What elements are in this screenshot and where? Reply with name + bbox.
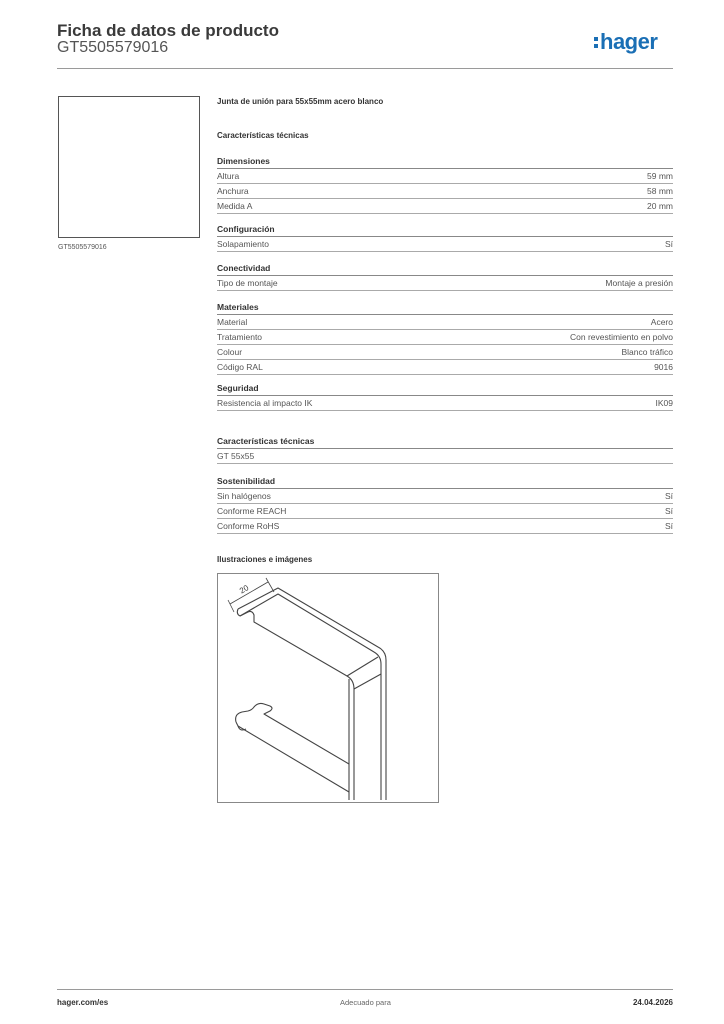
spec-row (217, 315, 673, 330)
spec-value: Sí (664, 506, 673, 516)
spec-label: Conforme REACH (217, 506, 287, 516)
page-title: Ficha de datos de producto (57, 21, 279, 40)
spec-row (217, 330, 673, 345)
spec-row (217, 396, 673, 411)
section-seguridad (217, 382, 673, 411)
tech-heading: Características técnicas (217, 131, 309, 140)
spec-value: Sí (664, 521, 673, 531)
spec-row (217, 489, 673, 504)
spec-label: Medida A (217, 201, 253, 211)
section-caracteristicas (217, 435, 673, 464)
product-illustration (217, 573, 439, 803)
spec-value: IK09 (655, 398, 673, 408)
section-title: Dimensiones (217, 155, 673, 169)
joint-drawing (218, 574, 438, 802)
spec-label: Colour (217, 347, 243, 357)
spec-label: Material (217, 317, 248, 327)
footer-center-text: Adecuado para (340, 998, 391, 1007)
spec-row (217, 449, 673, 464)
section-title: Conectividad (217, 262, 673, 276)
section-title: Características técnicas (217, 435, 673, 449)
spec-label: Conforme RoHS (217, 521, 280, 531)
spec-value: 58 mm (647, 186, 673, 196)
section-dimensiones (217, 155, 673, 214)
spec-row (217, 360, 673, 375)
footer-website-link[interactable]: hager.com/es (57, 998, 109, 1007)
product-thumbnail (58, 96, 200, 238)
hager-logo (593, 26, 675, 56)
spec-value: 9016 (654, 362, 673, 372)
spec-label: Tratamiento (217, 332, 263, 342)
footer-divider (57, 989, 673, 990)
logo-dot-bottom (594, 44, 598, 48)
spec-label: Código RAL (217, 362, 263, 372)
spec-row (217, 504, 673, 519)
spec-row (217, 169, 673, 184)
spec-label: Tipo de montaje (217, 278, 278, 288)
section-title: Materiales (217, 301, 673, 315)
illustrations-title: Ilustraciones e imágenes (217, 555, 313, 564)
spec-label: GT 55x55 (217, 451, 255, 461)
spec-label: Sin halógenos (217, 491, 271, 501)
spec-value: Montaje a presión (605, 278, 673, 288)
logo-dot-top (594, 37, 598, 41)
spec-row (217, 199, 673, 214)
spec-value: Blanco tráfico (621, 347, 673, 357)
section-sostenibilidad (217, 475, 673, 534)
spec-value: 59 mm (647, 171, 673, 181)
product-code: GT5505579016 (57, 39, 169, 56)
spec-label: Resistencia al impacto IK (217, 398, 313, 408)
spec-label: Altura (217, 171, 240, 181)
section-title: Configuración (217, 223, 673, 237)
spec-row (217, 276, 673, 291)
spec-row (217, 184, 673, 199)
spec-label: Anchura (217, 186, 249, 196)
footer-date: 24.04.2026 (632, 998, 673, 1007)
section-materiales (217, 301, 673, 375)
section-conectividad (217, 262, 673, 291)
product-name: Junta de unión para 55x55mm acero blanco (217, 97, 384, 106)
thumbnail-caption: GT5505579016 (58, 244, 107, 251)
section-title: Seguridad (217, 382, 673, 396)
dimension-label: 20 (238, 583, 251, 596)
spec-value: Sí (664, 239, 673, 249)
logo-wordmark: hager (600, 29, 658, 54)
spec-value: Acero (650, 317, 673, 327)
spec-row (217, 519, 673, 534)
spec-value: 20 mm (647, 201, 673, 211)
spec-row (217, 237, 673, 252)
spec-label: Solapamiento (217, 239, 269, 249)
header-divider (57, 68, 673, 69)
spec-row (217, 345, 673, 360)
section-configuracion (217, 223, 673, 252)
spec-value: Sí (664, 491, 673, 501)
section-title: Sostenibilidad (217, 475, 673, 489)
spec-value: Con revestimiento en polvo (569, 332, 673, 342)
